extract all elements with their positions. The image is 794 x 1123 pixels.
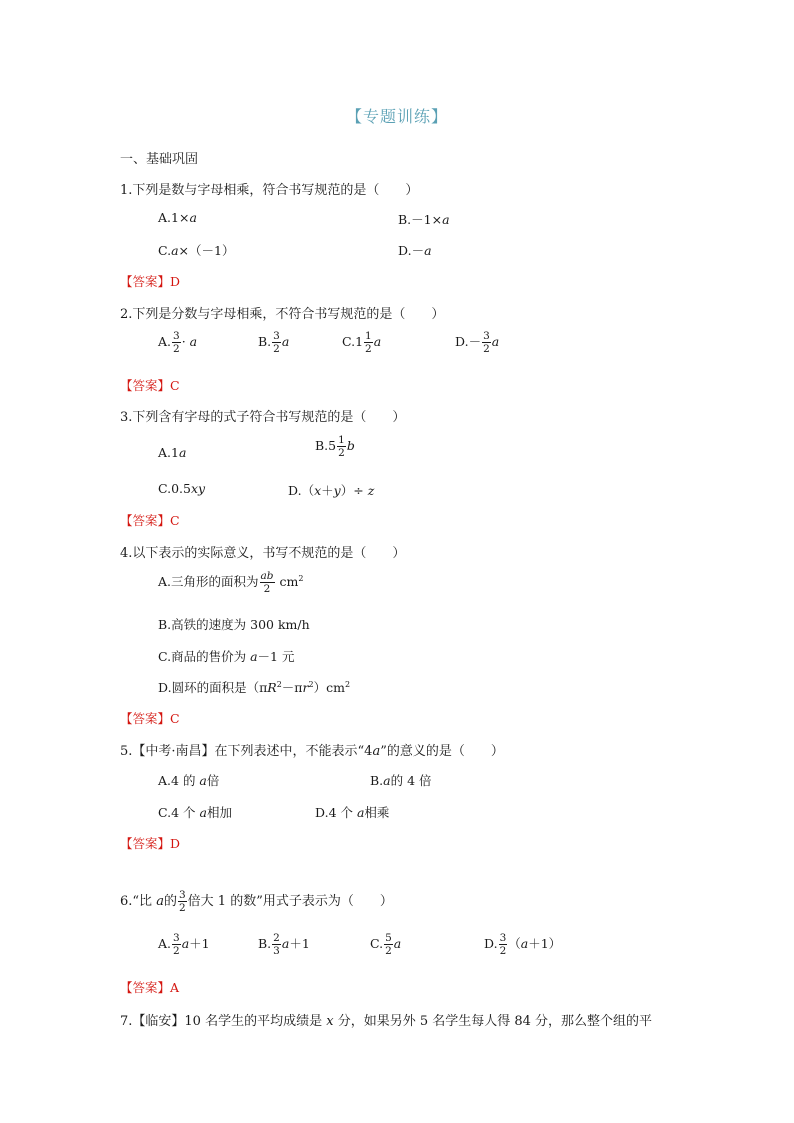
question-4-stem: 4.以下表示的实际意义，书写不规范的是（ ） xyxy=(120,546,406,561)
q6-option-a: A. $\frac{3}{2}$ a＋1 xyxy=(158,932,210,957)
q6-option-c: C. $\frac{5}{2}$ a xyxy=(370,932,402,957)
question-7-stem: 7.【临安】10 名学生的平均成绩是 x 分，如果另外 5 名学生每人得 84 分，那么整个组的平 xyxy=(120,1014,653,1029)
question-5-stem: 5.【中考·南昌】在下列表述中，不能表示“4a”的意义的是（ ） xyxy=(120,744,504,759)
q4-answer: 【答案】C xyxy=(120,711,180,726)
q5-option-c: C.4 个 a相加 xyxy=(158,805,232,820)
q3-option-c: C.0.5xy xyxy=(158,481,206,496)
q3-option-d: D.（x＋y）÷ z xyxy=(288,483,375,498)
q3-option-a: A.1a xyxy=(158,445,187,460)
page-title: 【专题训练】 xyxy=(345,107,448,126)
q1-answer: 【答案】D xyxy=(120,274,181,289)
q1-option-c: C.a×（－1） xyxy=(158,243,235,258)
q3-option-b: B.5 $\frac{1}{2}$ b xyxy=(315,434,355,459)
q2-answer: 【答案】C xyxy=(120,378,180,393)
q4-option-c: C.商品的售价为 a－1 元 xyxy=(158,649,295,664)
q5-option-b: B.a的 4 倍 xyxy=(370,773,432,788)
q4-option-d: D.圆环的面积是$(\pi R^2-\pi r^2)cm^2$ xyxy=(158,679,351,695)
q1-option-d: D.－a xyxy=(398,243,432,258)
q6-option-d: D. $\frac{3}{2}$ （a＋1） xyxy=(484,932,562,957)
q5-option-d: D.4 个 a相乘 xyxy=(315,805,390,820)
q2-option-a: A. $\frac{3}{2}$ · a xyxy=(158,330,198,355)
question-2-stem: 2.下列是分数与字母相乘，不符合书写规范的是（ ） xyxy=(120,307,445,322)
question-6-stem: 6.“比 a的 $\frac{3}{2}$ 倍大 1 的数”用式子表示为（ ） xyxy=(120,889,393,914)
q4-option-a: A.三角形的面积为 $\frac{ab}{2}$ $cm^2$ xyxy=(158,570,304,595)
q3-answer: 【答案】C xyxy=(120,513,180,528)
question-1-stem: 1.下列是数与字母相乘，符合书写规范的是（ ） xyxy=(120,183,419,198)
question-3-stem: 3.下列含有字母的式子符合书写规范的是（ ） xyxy=(120,410,406,425)
q2-option-d: D.－ $\frac{3}{2}$ a xyxy=(455,330,500,355)
q1-option-b: B.－1×a xyxy=(398,212,450,227)
q5-option-a: A.4 的 a倍 xyxy=(158,773,220,788)
q1-option-a: A.1×a xyxy=(158,210,197,225)
q4-option-b: B.高铁的速度为 300 km/h xyxy=(158,617,310,632)
section-heading: 一、基础巩固 xyxy=(120,152,199,167)
q2-option-b: B. $\frac{3}{2}$ a xyxy=(258,330,290,355)
q2-option-c: C.1 $\frac{1}{2}$ a xyxy=(342,330,382,355)
q5-answer: 【答案】D xyxy=(120,836,181,851)
q6-answer: 【答案】A xyxy=(120,980,180,995)
q6-option-b: B. $\frac{2}{3}$ a＋1 xyxy=(258,932,310,957)
